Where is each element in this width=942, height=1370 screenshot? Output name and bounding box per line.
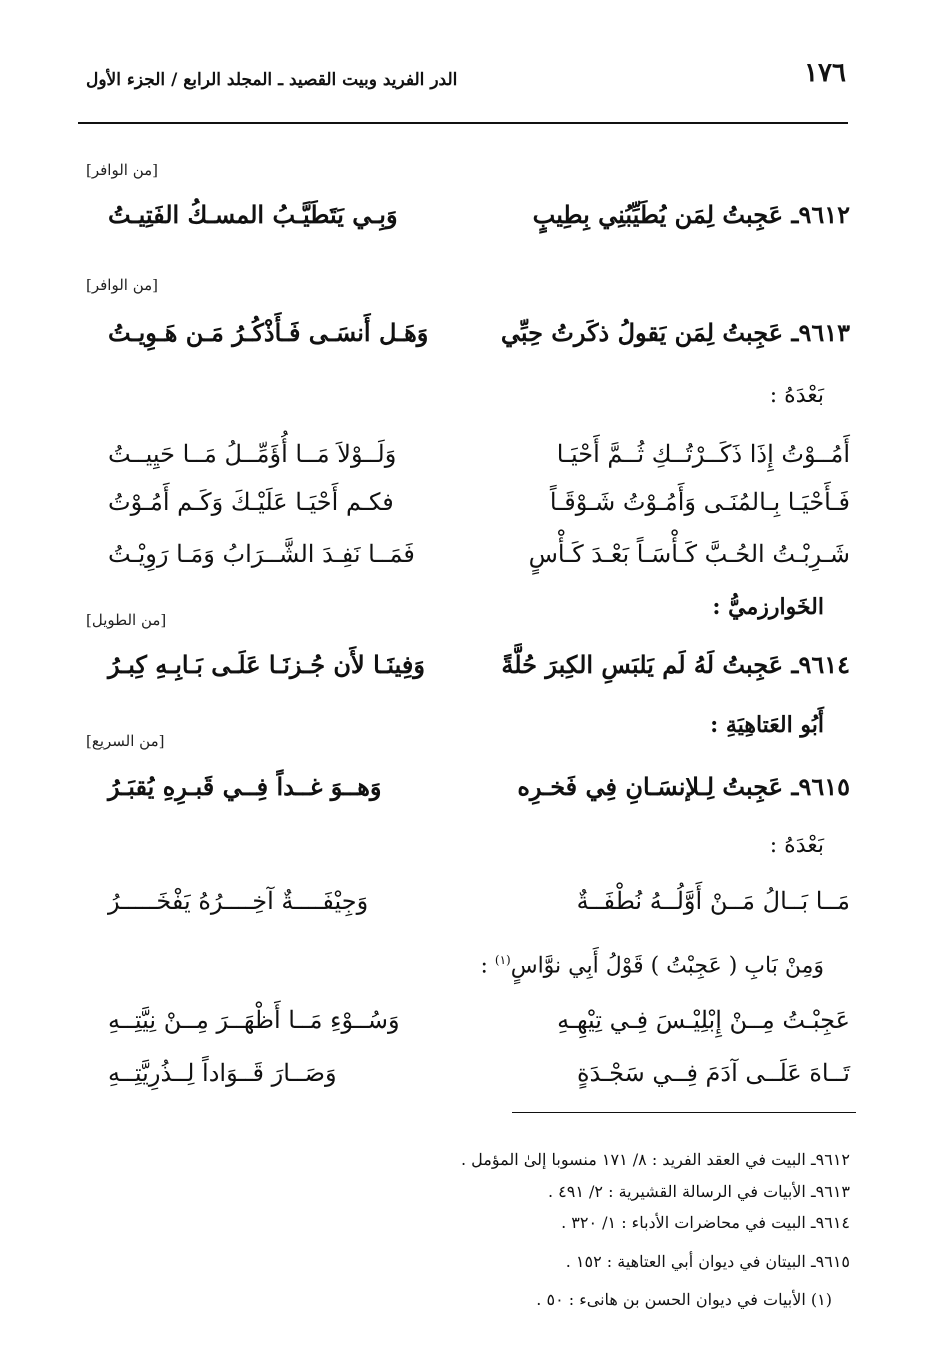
footnote: ٩٦١٤ـ البيت في محاضرات الأدباء : ١/ ٣٢٠ . xyxy=(561,1213,850,1232)
verse-first-hemistich: ٩٦١٥ـ عَجِبتُ لِـلإنسَـانِ فِي فَخـرِه xyxy=(517,772,850,801)
verse-second-hemistich: وَبِـي يَتَطَيَّـبُ المسـكُ الفَتِيـتُ xyxy=(108,200,398,229)
verse-second-hemistich: وَفِينَـا لأَن جُـزنَـا عَلَـى بَـابِـهِ كِبـرُ xyxy=(108,650,425,679)
footnote: ٩٦١٥ـ البيتان في ديوان أبي العتاهية : ١٥٢ . xyxy=(565,1252,850,1271)
meter-label: [من الطويل] xyxy=(86,611,167,629)
verse-second-hemistich: وَهَـل أَنسَـى فَـأَذْكُـرُ مَـن هَـوِيـتُ xyxy=(108,318,429,347)
meter-label: [من الوافر] xyxy=(86,161,159,179)
verse-second-hemistich: فَمَــا نَفِـدَ الشَّــرَابُ وَمَـا رَوِيْـتُ xyxy=(108,540,415,568)
after-label: بَعْدَهُ : xyxy=(769,833,824,858)
verse-first-hemistich: ٩٦١٣ـ عَجِبتُ لِمَن يَقولُ ذكَرتُ حِبِّي xyxy=(500,318,850,347)
verse-first-hemistich: فَـأَحْيَـا بِـالمُنَـى وَأَمُـوْتُ شَـوْقَـاً xyxy=(549,488,850,516)
header-rule xyxy=(78,122,848,124)
meter-label: [من السريع] xyxy=(86,732,165,750)
verse-first-hemistich: ٩٦١٤ـ عَجِبتُ لَهُ لَم يَلبَسِ الكِبرَ حُلَّةً xyxy=(501,650,850,679)
verse-first-hemistich: ٩٦١٢ـ عَجِبتُ لِمَن يُطَيِّبُنِي بِطِيبٍ xyxy=(532,200,850,229)
footnote: ٩٦١٢ـ البيت في العقد الفريد : ٨/ ١٧١ منسوبا إلىٰ المؤمل . xyxy=(461,1150,850,1169)
verse-second-hemistich: وَصَــارَ قَــوَاداً لِــذُرِيَّتِــهِ xyxy=(108,1059,337,1087)
footnote: ٩٦١٣ـ الأبيات في الرسالة القشيرية : ٢/ ٤٩١ . xyxy=(547,1182,850,1201)
verse-second-hemistich: وَلَــوْلاَ مَــا أُؤَمِّــلُ مَــا حَيِيــتُ xyxy=(108,440,397,468)
verse-second-hemistich: وَجِيْفَــــةٌ آخِــــرُهُ يَفْخَـــــرُ xyxy=(108,887,369,915)
poet-label: أَبُو العَتاهِيَةِ : xyxy=(710,712,824,738)
running-header: الدر الفريد وبيت القصيد ـ المجلد الرابع / الجزء الأول xyxy=(86,70,458,90)
verse-first-hemistich: عَجِبْـتُ مِــنْ إِبْلِيْـسَ فِـي تِيْهِـهِ xyxy=(557,1006,850,1034)
verse-first-hemistich: أَمُــوْتُ إِذَا ذَكَــرْتُــكِ ثُــمَّ أَحْيَـا xyxy=(556,440,850,468)
verse-second-hemistich: وَسُــوْءِ مَــا أَظْهَــرَ مِــنْ نِيَّتِــهِ xyxy=(108,1006,400,1034)
footnote-rule xyxy=(512,1112,856,1113)
page-number: ١٧٦ xyxy=(804,58,846,88)
verse-first-hemistich: شَـرِبْـتُ الحُـبَّ كَـأْسَـاً بَعْـدَ كَـأْسٍ xyxy=(528,540,850,568)
footnote-ref: (١) xyxy=(494,953,511,967)
intro-tail: : xyxy=(480,953,495,979)
after-label: بَعْدَهُ : xyxy=(769,383,824,408)
footnote: (١) الأبيات في ديوان الحسن بن هانىء : ٥٠ . xyxy=(536,1290,832,1309)
verse-second-hemistich: فكـم أَحْيَـا عَلَيْـكَ وَكَـم أَمُـوْتُ xyxy=(108,488,394,516)
verse-first-hemistich: تَــاهَ عَلَــى آدَمَ فِــي سَجْـدَةٍ xyxy=(576,1059,850,1087)
meter-label: [من الوافر] xyxy=(86,276,159,294)
poet-label: الخَوارزميُّ : xyxy=(712,594,824,620)
verse-second-hemistich: وَهــوَ غــداً فِــي قَبـرِهِ يُقبَـرُ xyxy=(108,772,382,801)
intro-line xyxy=(480,953,824,978)
verse-first-hemistich: مَــا بَــالُ مَــنْ أَوَّلُــهُ نُطْفَــةٌ xyxy=(576,887,850,915)
intro-text: وَمِنْ بَابِ ( عَجِبْتُ ) قَوْلُ أَبِي نوَّاسٍ xyxy=(510,953,824,979)
